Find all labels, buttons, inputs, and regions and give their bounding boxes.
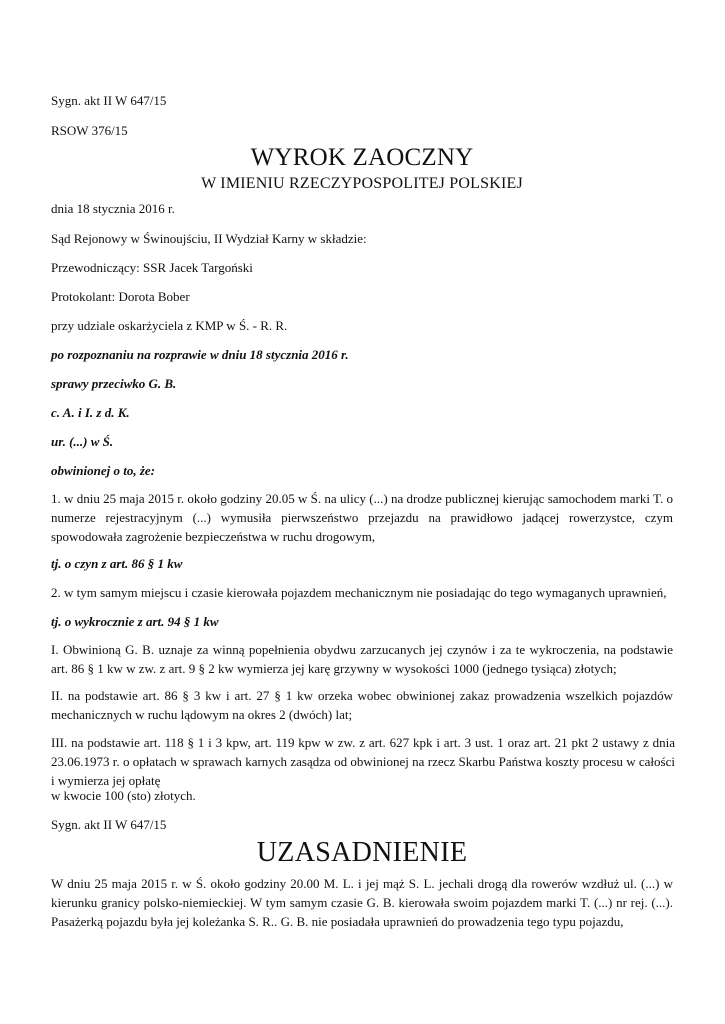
verdict-point-1: I. Obwinioną G. B. uznaje za winną popełnienia obydwu zarzucanych jej czynów i za te wykroczenia, na podstawie art. 86 § 1 kw w zw. z art. 9 § 2 kw wymierza jej karę grzywny w wysokości 1000 (jednego tysiąca) złotych;: [51, 642, 673, 676]
verdict-point-3: III. na podstawie art. 118 § 1 i 3 kpw, art. 119 kpw w zw. z art. 627 kpk i art. 3 ust. 1 oraz art. 21 pkt 2 ustawy z dnia 23.06.1973 r. o opłatach w sprawach karnych zasądza od obwinionej na rzecz Skarbu Państwa koszty procesu w całości i wymierza jej opłatę: [51, 735, 675, 788]
charge-1: 1. w dniu 25 maja 2015 r. około godziny 20.05 w Ś. na ulicy (...) na drodze publicznej kierując samochodem marki T. o numerze rejestracyjnym (...) wymusiła pierwszeństwo przejazdu na prawidłowo jadącej rowerzystce, czym spowodowała zagrożenie bezpieczeństwa w ruchu drogowym,: [51, 491, 673, 544]
hearing-line: po rozpoznaniu na rozprawie w dniu 18 stycznia 2016 r.: [51, 347, 349, 362]
charge-2-qualification: tj. o wykrocznie z art. 94 § 1 kw: [51, 614, 219, 629]
charge-2: 2. w tym samym miejscu i czasie kierowała pojazdem mechanicznym nie posiadając do tego wymaganych uprawnień,: [51, 585, 667, 600]
birth-line: ur. (...) w Ś.: [51, 434, 114, 449]
judgment-date: dnia 18 stycznia 2016 r.: [51, 201, 175, 216]
document-subtitle: W IMIENIU RZECZYPOSPOLITEJ POLSKIEJ: [201, 175, 523, 192]
presiding-judge: Przewodniczący: SSR Jacek Targoński: [51, 260, 253, 275]
justification-text: W dniu 25 maja 2015 r. w Ś. około godziny 20.00 M. L. i jej mąż S. L. jechali drogą dla rowerów wzdłuż ul. (...) w kierunku granicy polsko-niemieckiej. W tym samym czasie G. B. kierowała swoim pojazdem marki T. (...) nr rej. (...). Pasażerką pojazdu była jej koleżanka S. R.. G. B. nie posiadała uprawnień do prowadzenia tego typu pojazdu,: [51, 876, 673, 929]
rsow-number: RSOW 376/15: [51, 123, 128, 138]
court-name: Sąd Rejonowy w Świnoujściu, II Wydział Karny w składzie:: [51, 231, 367, 246]
document-title: WYROK ZAOCZNY: [250, 144, 474, 171]
justification-heading: UZASADNIENIE: [256, 837, 468, 868]
verdict-point-2: II. na podstawie art. 86 § 3 kw i art. 27 § 1 kw orzeka wobec obwinionej zakaz prowadzenia wszelkich pojazdów mechanicznych w ruchu lądowym na okres 2 (dwóch) lat;: [51, 688, 673, 722]
charge-1-qualification: tj. o czyn z art. 86 § 1 kw: [51, 556, 183, 571]
verdict-point-3-amount: w kwocie 100 (sto) złotych.: [51, 788, 196, 803]
case-against: sprawy przeciwko G. B.: [51, 376, 177, 391]
footer-case-signature: Sygn. akt II W 647/15: [51, 817, 167, 832]
case-signature: Sygn. akt II W 647/15: [51, 93, 167, 108]
court-clerk: Protokolant: Dorota Bober: [51, 289, 190, 304]
prosecutor: przy udziale oskarżyciela z KMP w Ś. - R. R.: [51, 318, 288, 333]
parents-line: c. A. i I. z d. K.: [51, 405, 130, 420]
accused-of-line: obwinionej o to, że:: [51, 463, 156, 478]
